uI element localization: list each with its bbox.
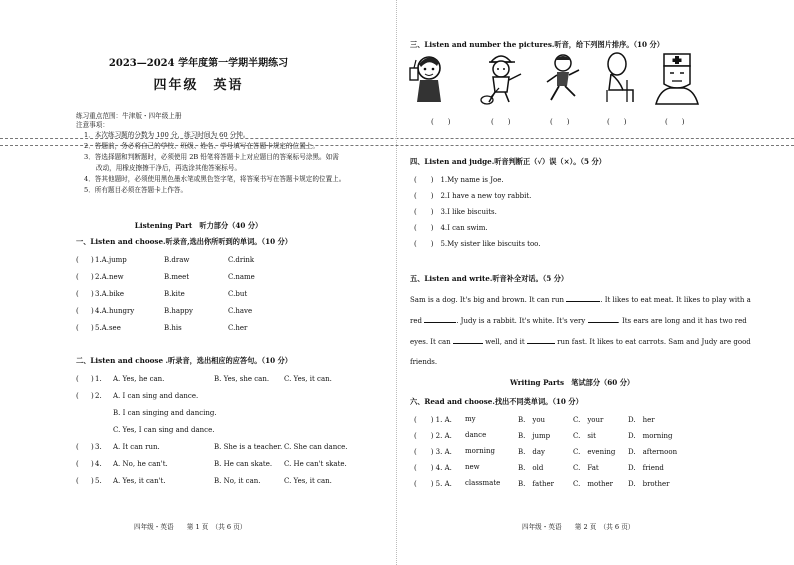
page-left: 2023—2024 学年度第一学期半期练习 四年级 英语 练习重点范围：牛津版・四年级上册 注意事项： 1．本次练习题的分数为 100 分，练习时间为 60 分钟。 2．答题前，务必将自己的学校、班级、姓名、学号填写在答题卡规定的位置上。 3．答选择题和判断题时，必须使用 2B 铅笔将答题卡上对应题目的答案标号涂黑。如需 改动，用橡皮擦擦干净后，再选涂其他答案标号。 4．答其他题时，必须使用黑色墨水笔或黑色签字笔，将答案书写在答题卡规定的位置上。 5．所有题目必须在答题卡上作答。 Listening Part 听力部分（40 分） 一、Listen and choose.听录音,选出你所听到的单词。（10 分） ( ) 1.A.jump B.draw C.drink ( ) 2.A.new B.meet C.name ( ) 3.A.bike B.kite C.but ( ) 4.A.hungry B.happy C.have ( ) 5.A.see B.his C.her 二、Listen and choose .听录音，选出相应的应答句。（10 分） ( ) 1. A. Yes, he can. B. Yes, she can. C. Yes, it can. ( ) 2. A. I can sing and dance. B. I can singing and dancing. C. Yes, I can sing and dance. ( ) 3. A. It can run. B. She is a teacher. C. She can dance. ( ) 4. A. No, he can't. B. He can skate. C. He can't skate. ( ) 5. A. Yes, it can't. B. No, it can. C. Yes, it can. 四年级・英语 第 1 页 （共 6 页） xyxy=(0,0,397,565)
picture-answer-blank[interactable]: ( ) xyxy=(550,118,570,126)
judge-item: ( ) 4.I can swim. xyxy=(414,224,488,232)
picture-answer-blank[interactable]: ( ) xyxy=(491,118,511,126)
sitting-person-icon xyxy=(597,50,647,106)
scope-line: 练习重点范围：牛津版・四年级上册 xyxy=(76,112,182,120)
judge-item: ( ) 5.My sister like biscuits too. xyxy=(414,240,541,248)
note-item: 4．答其他题时，必须使用黑色墨水笔或黑色签字笔，将答案书写在答题卡规定的位置上。 xyxy=(84,175,346,183)
exam-year-title: 2023—2024 学年度第一学期半期练习 xyxy=(108,58,289,69)
passage-line: eyes. It can well, and it run fast. It likes to eat carrots. Sam and Judy are good xyxy=(410,338,751,346)
answer-blank[interactable] xyxy=(566,301,600,302)
answer-blank[interactable] xyxy=(453,343,483,344)
page-right: 三、Listen and number the pictures.听音，给下列图片排序。（10 分） ( ) ( ) ( ) ( ) ( ) 四、Listen and judge.听音判断正（√）误（×）。（5 分） ( ) 1.My name is Joe. ( ) 2.I have a new toy rabbit. ( ) 3.I like biscuits. ( ) 4.I can swim. ( ) 5.My sister like biscuits too. 五、Listen and write.听音补全对话。（5 分） Sam is a dog. It's big and brown. It can run . It likes to eat meat. It likes to play with a red . Judy is a rabbit. It's white. It's very . Its ears are long and it has two red eyes. It can well, and it run fast. It likes to eat carrots. Sam and Judy are good friends. Writing Parts 笔试部分（60 分） 六、Read and choose.找出不同类单词。（10 分） ( ) 1. A. my B. you C. your D. her ( ) 2. A. dance B. jump C. sit D. morning ( ) 3. A. morning B. day C. evening D. afternoon ( ) 4. A. new B. old C. Fat D. friend ( ) 5. A. classmate B. father C. mother D. brother 四年级・英语 第 2 页 （共 6 页） xyxy=(397,0,794,565)
writing-part-header: Writing Parts 笔试部分（60 分） xyxy=(510,378,635,387)
judge-item: ( ) 1.My name is Joe. xyxy=(414,176,504,184)
running-boy-icon xyxy=(537,50,587,106)
section-1-title: 一、Listen and choose.听录音,选出你所听到的单词。（10 分） xyxy=(76,237,292,246)
note-item: 5．所有题目必须在答题卡上作答。 xyxy=(84,186,188,194)
section-4-title: 四、Listen and judge.听音判断正（√）误（×）。（5 分） xyxy=(410,157,606,166)
note-item: 1．本次练习题的分数为 100 分，练习时间为 60 分钟。 xyxy=(84,131,250,139)
page-footer: 四年级・英语 第 1 页 （共 6 页） xyxy=(134,523,247,531)
note-item: 3．答选择题和判断题时，必须使用 2B 铅笔将答题卡上对应题目的答案标号涂黑。如需 xyxy=(84,153,339,161)
section-6-title: 六、Read and choose.找出不同类单词。（10 分） xyxy=(410,397,583,406)
answer-blank[interactable] xyxy=(588,322,618,323)
doctor-icon xyxy=(652,50,702,106)
note-item: 改动，用橡皮擦擦干净后，再选涂其他答案标号。 xyxy=(96,164,242,172)
boy-with-racket-icon xyxy=(477,50,527,106)
section-5-title: 五、Listen and write.听音补全对话。（5 分） xyxy=(410,274,569,283)
picture-answer-blank[interactable]: ( ) xyxy=(431,118,451,126)
answer-blank[interactable] xyxy=(527,343,555,344)
listening-part-header: Listening Part 听力部分（40 分） xyxy=(134,221,263,230)
picture-answer-blank[interactable]: ( ) xyxy=(665,118,685,126)
notes-title: 注意事项： xyxy=(76,121,109,129)
page-footer: 四年级・英语 第 2 页 （共 6 页） xyxy=(522,523,635,531)
passage-line: friends. xyxy=(410,358,438,366)
exam-grade-title: 四年级 英语 xyxy=(153,78,244,93)
judge-item: ( ) 2.I have a new toy rabbit. xyxy=(414,192,532,200)
section-3-title: 三、Listen and number the pictures.听音，给下列图片排序。（10 分） xyxy=(410,40,664,49)
picture-answer-blank[interactable]: ( ) xyxy=(607,118,627,126)
passage-line: red . Judy is a rabbit. It's white. It's very . Its ears are long and it has two red xyxy=(410,317,747,325)
judge-item: ( ) 3.I like biscuits. xyxy=(414,208,497,216)
note-item: 2．答题前，务必将自己的学校、班级、姓名、学号填写在答题卡规定的位置上。 xyxy=(84,142,319,150)
passage-line: Sam is a dog. It's big and brown. It can run . It likes to eat meat. It likes to play with a xyxy=(410,296,751,304)
section-2-title: 二、Listen and choose .听录音，选出相应的应答句。（10 分） xyxy=(76,356,292,365)
answer-blank[interactable] xyxy=(424,322,456,323)
boy-with-drink-icon xyxy=(407,50,457,106)
